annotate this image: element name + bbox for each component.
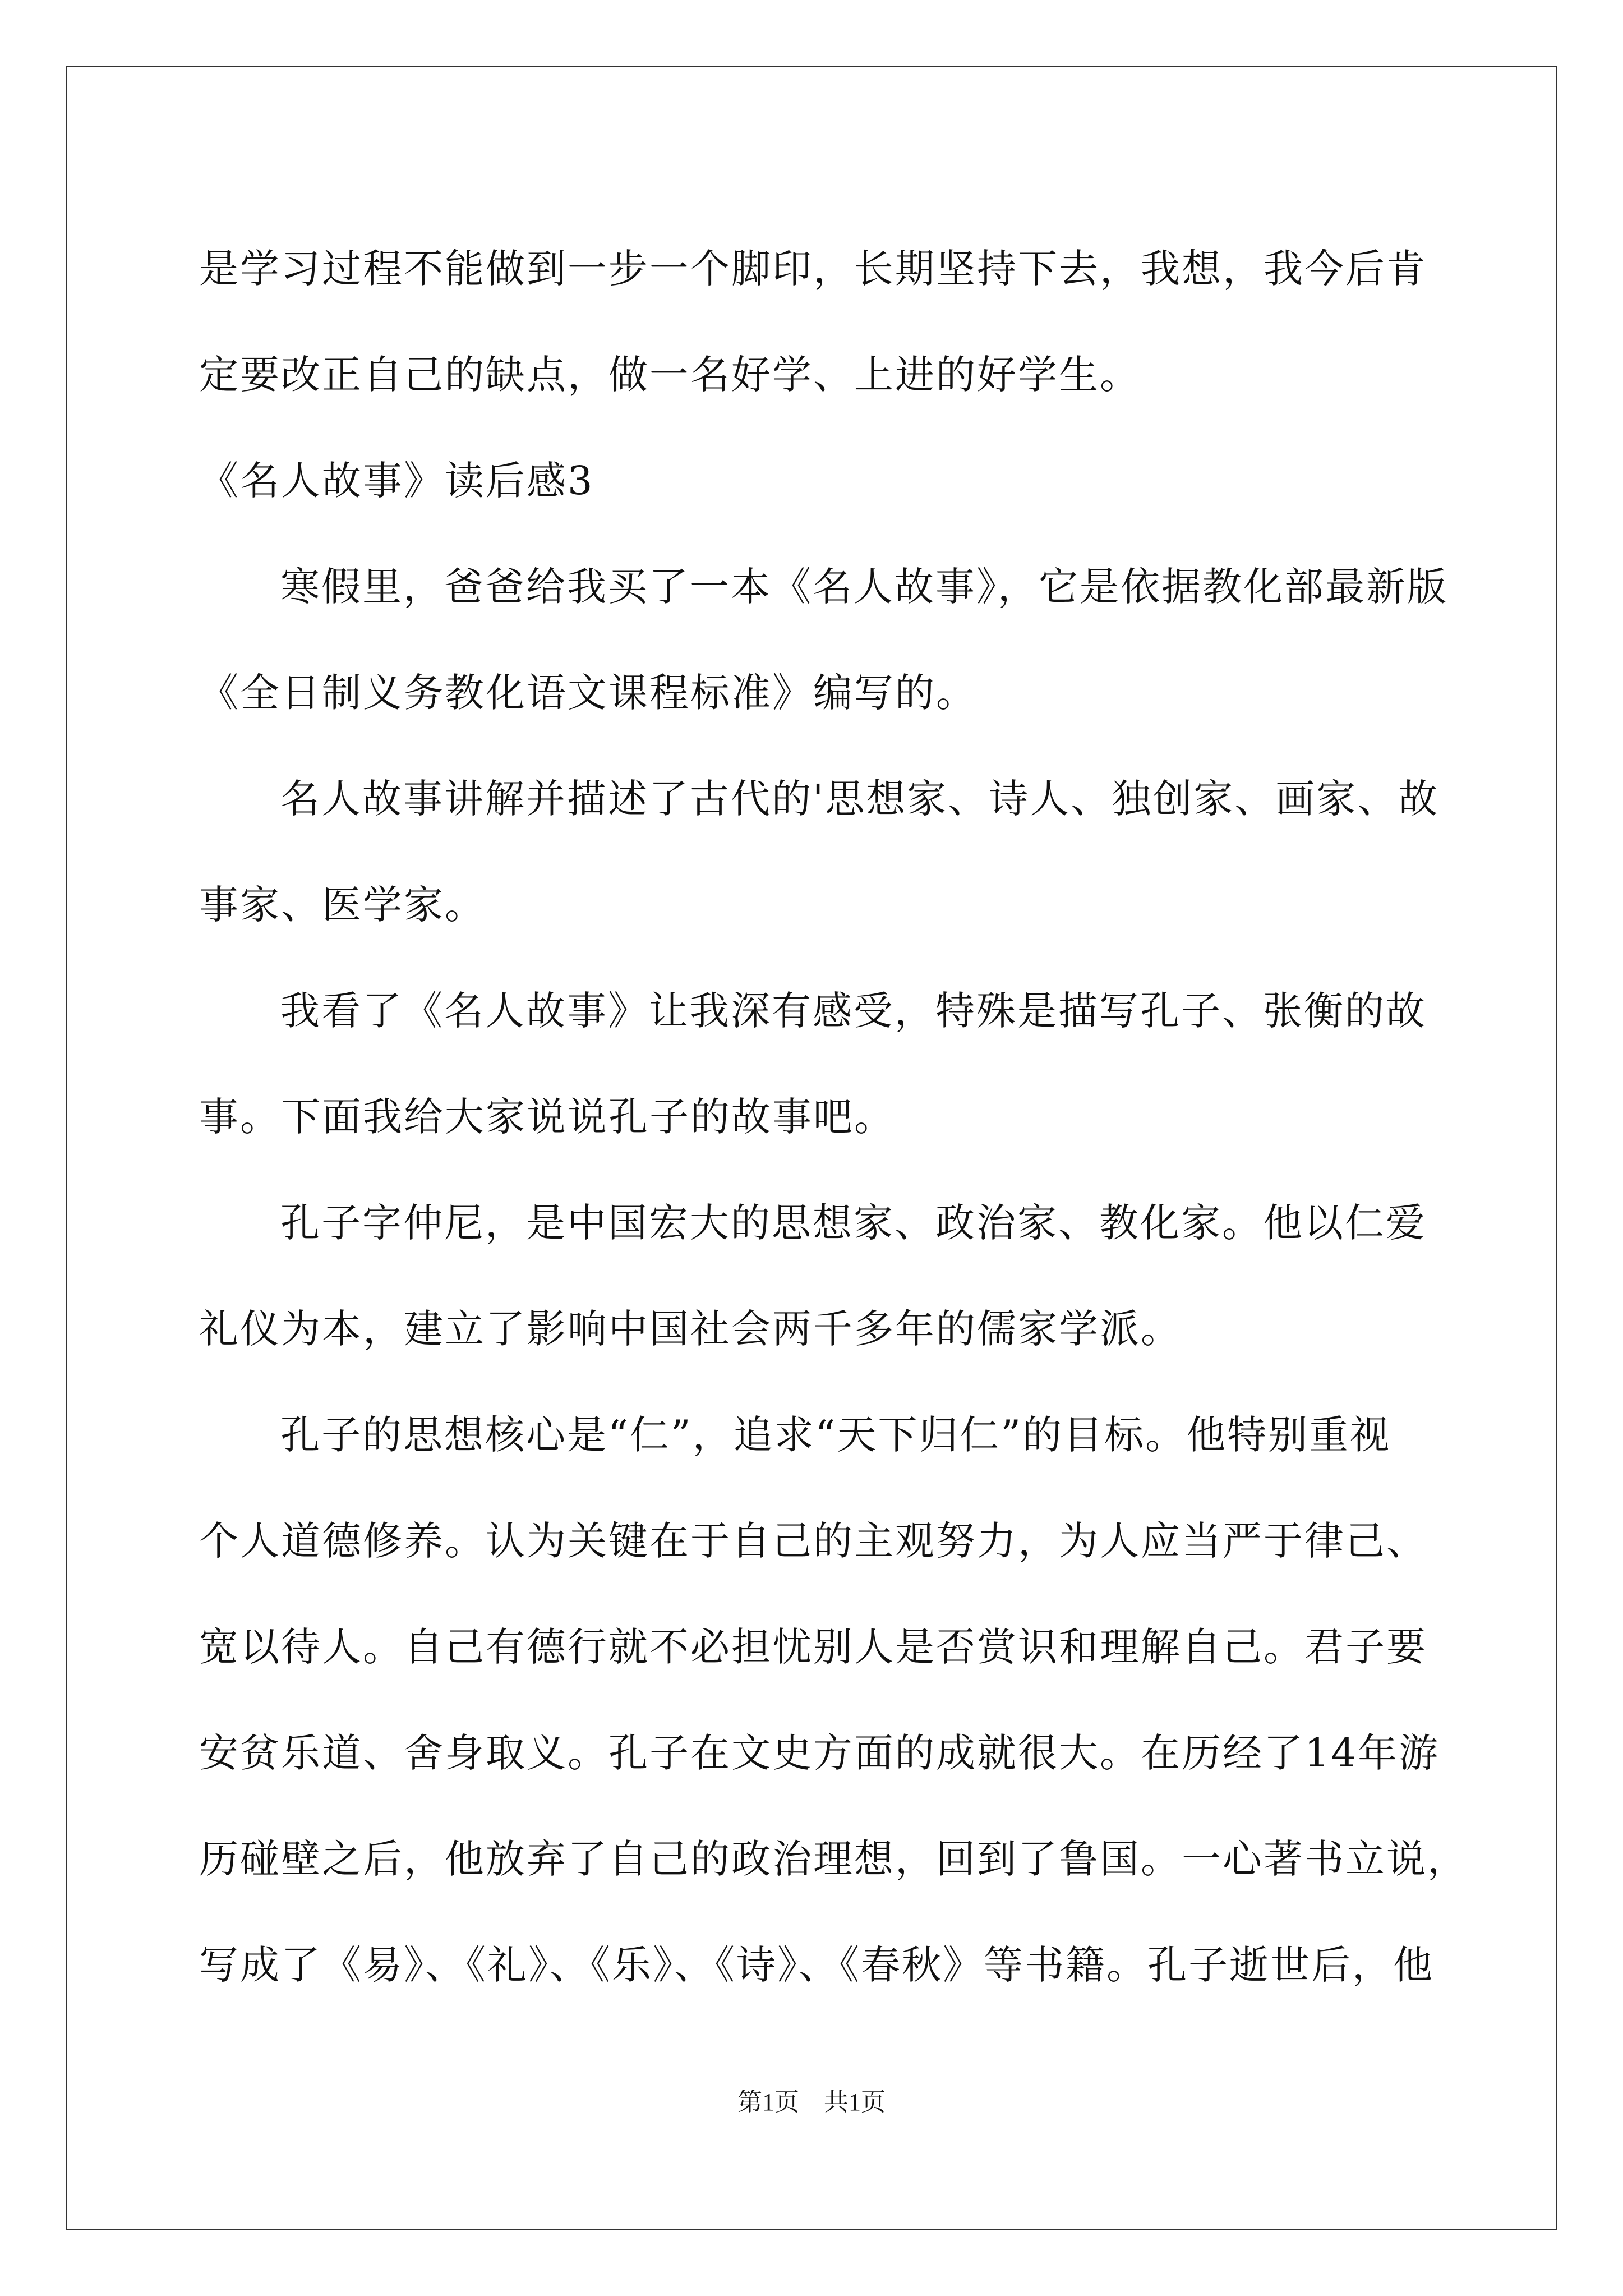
text-line: 定要改正自己的缺点，做一名好学、上进的好学生。: [199, 352, 1141, 398]
text-line: 历碰壁之后，他放弃了自己的政治理想，回到了鲁国。一心著书立说，: [199, 1836, 1468, 1882]
paragraph-first-line: 孔子字仲尼，是中国宏大的思想家、政治家、教化家。他以仁爱: [280, 1200, 1427, 1246]
text-line: 宽以待人。自己有德行就不必担忧别人是否赏识和理解自己。君子要: [199, 1624, 1427, 1670]
text-line: 礼仪为本，建立了影响中国社会两千多年的儒家学派。: [199, 1306, 1182, 1352]
page-number: 第1页 共1页: [737, 2088, 886, 2116]
text-line: 安贫乐道、舍身取义。孔子在文史方面的成就很大。在历经了14年游: [199, 1730, 1440, 1776]
text-line: 个人道德修养。认为关键在于自己的主观努力，为人应当严于律己、: [199, 1518, 1427, 1564]
paragraph-first-line: 孔子的思想核心是“仁”，追求“天下归仁”的目标。他特别重视: [280, 1412, 1391, 1458]
section-heading: 《名人故事》读后感3: [199, 458, 594, 504]
text-line: 写成了《易》、《礼》、《乐》、《诗》、《春秋》等书籍。孔子逝世后，他: [199, 1942, 1434, 1988]
text-line: 事家、医学家。: [199, 882, 486, 928]
text-line: 是学习过程不能做到一步一个脚印，长期坚持下去，我想，我今后肯: [199, 246, 1427, 292]
text-line: 《全日制义务教化语文课程标准》编写的。: [199, 670, 977, 716]
document-body: [199, 216, 1468, 2018]
paragraph-first-line: 名人故事讲解并描述了古代的'思想家、诗人、独创家、画家、故: [280, 776, 1440, 822]
paragraph-first-line: 我看了《名人故事》让我深有感受，特殊是描写孔子、张衡的故: [280, 988, 1427, 1034]
text-line: 事。下面我给大家说说孔子的故事吧。: [199, 1094, 895, 1140]
paragraph-first-line: 寒假里，爸爸给我买了一本《名人故事》，它是依据教化部最新版: [280, 564, 1448, 610]
